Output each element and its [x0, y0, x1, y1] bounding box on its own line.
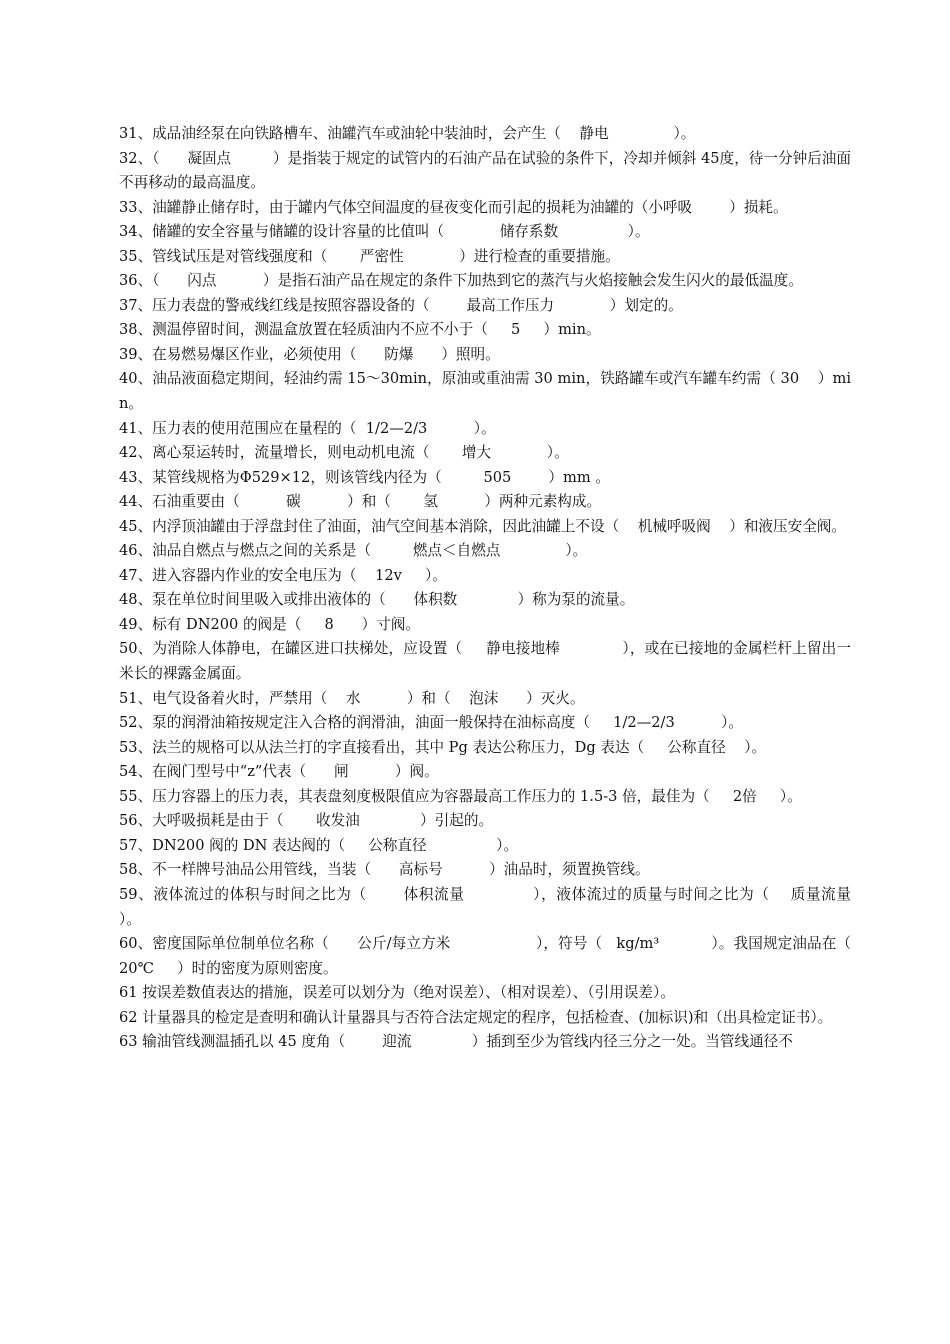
question-45: 45、内浮顶油罐由于浮盘封住了油面，油气空间基本消除，因此油罐上不设（ 机械呼吸阀 ）和液压安全阀。 [119, 517, 846, 535]
question-52: 52、泵的润滑油箱按规定注入合格的润滑油，油面一般保持在油标高度（ 1/2—2/3 ）。 [119, 714, 744, 732]
question-49: 49、标有 DN200 的阀是（ 8 ）寸阀。 [119, 615, 421, 633]
question-56: 56、大呼吸损耗是由于（ 收发油 ）引起的。 [119, 812, 494, 830]
question-43: 43、某管线规格为Φ529×12，则该管线内径为（ 505 ）mm 。 [119, 468, 610, 486]
question-35: 35、管线试压是对管线强度和（ 严密性 ）进行检查的重要措施。 [119, 247, 620, 265]
question-58: 58、不一样牌号油品公用管线，当装（ 高标号 ）油品时，须置换管线。 [119, 861, 650, 879]
question-61: 61 按误差数值表达的措施，误差可以划分为（绝对误差）、（相对误差）、（引用误差）。 [119, 984, 675, 1002]
question-46: 46、油品自燃点与燃点之间的关系是（ 燃点＜自燃点 ）。 [119, 542, 588, 560]
question-32: 32、（ 凝固点 ）是指装于规定的试管内的石油产品在试验的条件下，冷却并倾斜 45度，待一分钟后油面不再移动的最高温度。 [119, 149, 851, 192]
question-55: 55、压力容器上的压力表，其表盘刻度极限值应为容器最高工作压力的 1.5-3 倍，最佳为（ 2倍 ）。 [119, 787, 802, 805]
question-41: 41、压力表的使用范围应在量程的（ 1/2—2/3 ）。 [119, 419, 496, 437]
question-48: 48、泵在单位时间里吸入或排出液体的（ 体积数 ）称为泵的流量。 [119, 591, 635, 609]
question-62: 62 计量器具的检定是查明和确认计量器具与否符合法定规定的程序，包括检查、(加标识)和（出具检定证书）。 [119, 1008, 833, 1026]
question-50: 50、为消除人体静电，在罐区进口扶梯处，应设置（ 静电接地棒 ），或在已接地的金属栏杆上留出一米长的裸露金属面。 [119, 640, 851, 683]
question-34: 34、储罐的安全容量与储罐的设计容量的比值叫（ 储存系数 ）。 [119, 223, 650, 241]
question-44: 44、石油重要由（ 碳 ）和（ 氢 ）两种元素构成。 [119, 493, 602, 511]
question-54: 54、在阀门型号中“z”代表（ 闸 ）阀。 [119, 763, 439, 781]
question-53: 53、法兰的规格可以从法兰打的字直接看出，其中 Pg 表达公称压力，Dg 表达（ 公称直径 ）。 [119, 738, 767, 756]
question-38: 38、测温停留时间，测温盒放置在轻质油内不应不小于（ 5 ）min。 [119, 321, 601, 339]
question-40: 40、油品液面稳定期间，轻油约需 15～30min，原油或重油需 30 min，铁路罐车或汽车罐车约需（ 30 ）min。 [119, 370, 851, 413]
question-51: 51、电气设备着火时，严禁用（ 水 ）和（ 泡沫 ）灭火。 [119, 689, 585, 707]
question-39: 39、在易燃易爆区作业，必须使用（ 防爆 ）照明。 [119, 345, 500, 363]
question-60: 60、密度国际单位制单位名称（ 公斤/每立方米 ），符号（ kg/m³ ）。我国规定油品在（ 20℃ ）时的密度为原则密度。 [119, 935, 879, 977]
question-42: 42、离心泵运转时，流量增长，则电动机电流（ 增大 ）。 [119, 444, 569, 462]
question-57: 57、DN200 阀的 DN 表达阀的（ 公称直径 ）。 [119, 836, 519, 854]
question-63: 63 输油管线测温插孔以 45 度角（ 迎流 ）插到至少为管线内径三分之一处。当管线通径不 [119, 1033, 793, 1051]
question-33: 33、油罐静止储存时，由于罐内气体空间温度的昼夜变化而引起的损耗为油罐的（小呼吸 ）损耗。 [119, 198, 788, 216]
question-59: 59、液体流过的体积与时间之比为（ 体积流量 ），液体流过的质量与时间之比为（ 质量流量 ）。 [119, 885, 898, 928]
document-page [119, 122, 898, 1055]
question-47: 47、进入容器内作业的安全电压为（ 12v ）。 [119, 566, 447, 584]
question-37: 37、压力表盘的警戒线红线是按照容器设备的（ 最高工作压力 ）划定的。 [119, 296, 683, 314]
question-31: 31、成品油经泵在向铁路槽车、油罐汽车或油轮中装油时，会产生（ 静电 ）。 [119, 125, 696, 142]
question-36: 36、（ 闪点 ）是指石油产品在规定的条件下加热到它的蒸汽与火焰接触会发生闪火的最低温度。 [119, 272, 803, 290]
